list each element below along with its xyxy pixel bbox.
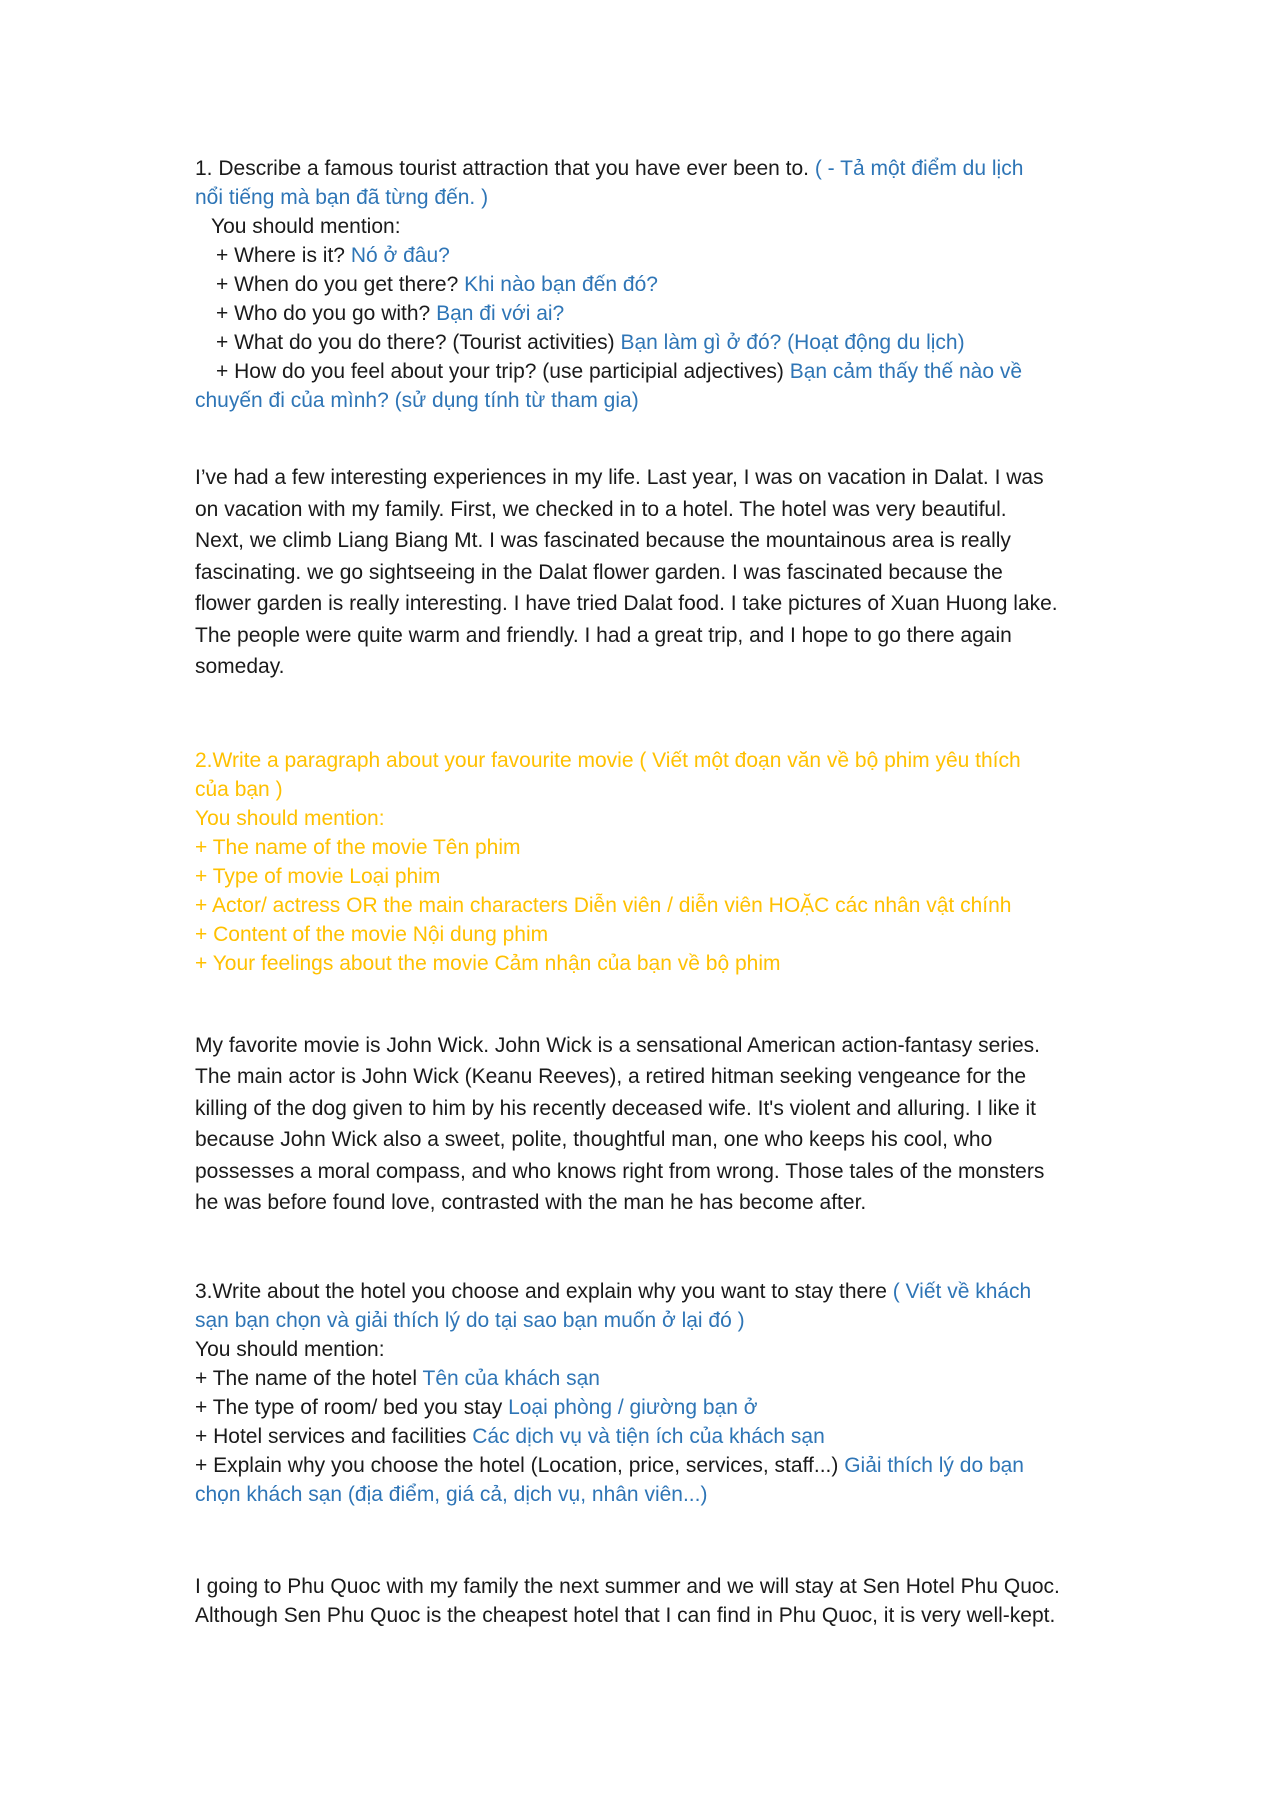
section-2-item: + Actor/ actress OR the main characters Diễn viên / diễn viên HOẶC các nhân vật chính (195, 893, 1012, 917)
answer-line: Next, we climb Liang Biang Mt. I was fascinated because the mountainous area is really (195, 529, 1011, 552)
answer-line: My favorite movie is John Wick. John Wick is a sensational American action-fantasy series. (195, 1033, 1040, 1057)
answer-line: possesses a moral compass, and who knows right from wrong. Those tales of the monsters (195, 1159, 1045, 1183)
item-en: + When do you get there? (216, 273, 459, 296)
section-3-item (195, 1393, 1110, 1422)
answer-line: I’ve had a few interesting experiences in my life. Last year, I was on vacation in Dalat. I was (195, 466, 1044, 489)
item-vi: Nó ở đâu? (350, 244, 450, 267)
item-en: + The type of room/ bed you stay (195, 1395, 503, 1419)
section-1-item (195, 241, 1110, 270)
section-2-mention: You should mention: (195, 806, 385, 830)
section-2-title: 2.Write a paragraph about your favourite movie ( Viết một đoạn văn về bộ phim yêu thích (195, 748, 1021, 772)
item-en: + Hotel services and facilities (195, 1424, 467, 1448)
section-3-mention: You should mention: (195, 1337, 385, 1361)
item-vi: Bạn làm gì ở đó? (Hoạt động du lịch) (620, 331, 965, 354)
answer-line: killing of the dog given to him by his recently deceased wife. It's violent and alluring. I like it (195, 1096, 1036, 1120)
section-3-title-en: 3.Write about the hotel you choose and explain why you want to stay there (195, 1279, 887, 1303)
section-1-prompt (195, 154, 1110, 415)
item-vi: Các dịch vụ và tiện ích của khách sạn (472, 1424, 825, 1448)
section-1-item (195, 357, 1110, 386)
section-1-item (195, 328, 1110, 357)
section-1-item (195, 299, 1110, 328)
section-3-item-vi-cont: chọn khách sạn (địa điểm, giá cả, dịch vụ, nhân viên...) (195, 1482, 708, 1506)
item-en: + What do you do there? (Tourist activities) (216, 331, 615, 354)
section-3-title-vi: ( Viết về khách (892, 1279, 1032, 1303)
section-2-answer (195, 1030, 1110, 1219)
section-3-item (195, 1451, 1110, 1480)
item-en: + How do you feel about your trip? (use participial adjectives) (216, 360, 784, 383)
section-2-prompt (195, 746, 1110, 978)
item-en: + The name of the hotel (195, 1366, 418, 1390)
section-3-item (195, 1422, 1110, 1451)
section-1-answer (195, 462, 1110, 683)
section-2-item: + Content of the movie Nội dung phim (195, 922, 549, 946)
section-3-answer (195, 1572, 1110, 1630)
section-2-item: + Your feelings about the movie Cảm nhận của bạn về bộ phim (195, 951, 781, 975)
item-vi: Khi nào bạn đến đó? (464, 273, 658, 296)
section-1-title-line (195, 154, 1110, 183)
item-vi: Loại phòng / giường bạn ở (508, 1395, 758, 1419)
answer-line: someday. (195, 655, 285, 678)
answer-line: on vacation with my family. First, we checked in to a hotel. The hotel was very beautiful. (195, 497, 1007, 521)
item-en: + Who do you go with? (216, 302, 431, 325)
item-vi: Bạn cảm thấy thế nào về (789, 360, 1023, 383)
section-1-title-en: 1. Describe a famous tourist attraction that you have ever been to. (195, 157, 810, 180)
section-1-item (195, 270, 1110, 299)
section-2-item: + The name of the movie Tên phim (195, 835, 521, 859)
answer-line: The main actor is John Wick (Keanu Reeves), a retired hitman seeking vengeance for the (195, 1065, 1027, 1088)
item-vi: Giải thích lý do bạn (844, 1453, 1024, 1477)
answer-line: flower garden is really interesting. I have tried Dalat food. I take pictures of Xuan Huong lake. (195, 592, 1058, 615)
answer-line: fascinating. we go sightseeing in the Dalat flower garden. I was fascinated because the (195, 560, 1003, 584)
section-3-prompt (195, 1277, 1110, 1509)
section-3-title-vi-cont: sạn bạn chọn và giải thích lý do tại sao bạn muốn ở lại đó ) (195, 1308, 745, 1332)
section-3-item (195, 1364, 1110, 1393)
section-2-title-cont: của bạn ) (195, 777, 283, 801)
answer-line: The people were quite warm and friendly. I had a great trip, and I hope to go there again (195, 623, 1012, 647)
section-1-title-vi: ( - Tả một điểm du lịch (814, 157, 1024, 180)
answer-line: he was before found love, contrasted with the man he has become after. (195, 1191, 867, 1214)
section-1-item-vi-cont: chuyến đi của mình? (sử dụng tính từ tham gia) (195, 389, 639, 412)
section-1-title-vi-cont: nổi tiếng mà bạn đã từng đến. ) (195, 186, 489, 209)
item-vi: Bạn đi với ai? (436, 302, 565, 325)
item-vi: Tên của khách sạn (422, 1366, 600, 1390)
section-2-item: + Type of movie Loại phim (195, 864, 441, 888)
document-page (195, 154, 1110, 1630)
answer-line: because John Wick also a sweet, polite, thoughtful man, one who keeps his cool, who (195, 1128, 993, 1151)
answer-line: I going to Phu Quoc with my family the next summer and we will stay at Sen Hotel Phu Quoc. (195, 1574, 1060, 1598)
answer-line: Although Sen Phu Quoc is the cheapest hotel that I can find in Phu Quoc, it is very well-kept. (195, 1603, 1056, 1627)
section-1-mention: You should mention: (211, 215, 401, 238)
section-3-title-line (195, 1277, 1110, 1306)
item-en: + Explain why you choose the hotel (Location, price, services, staff...) (195, 1453, 839, 1477)
item-en: + Where is it? (216, 244, 345, 267)
